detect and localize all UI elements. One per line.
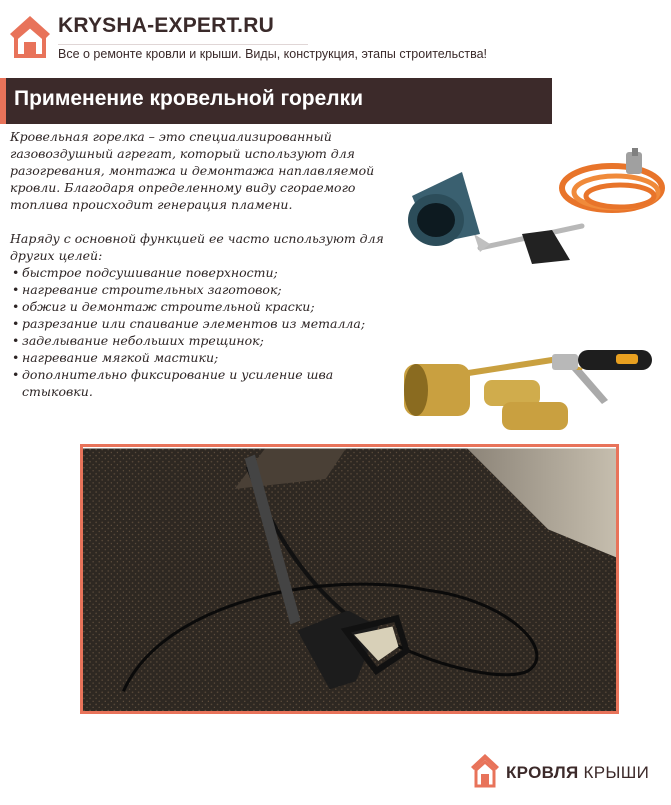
bullet-icon: • xyxy=(12,350,20,365)
photo-illustration xyxy=(83,447,619,714)
house-logo-icon[interactable] xyxy=(8,12,52,60)
title-accent xyxy=(0,78,6,124)
bullet-icon: • xyxy=(12,282,20,297)
site-header xyxy=(0,0,671,78)
list-item: • быстрое подсушивание поверхности; xyxy=(12,265,278,280)
list-item: • обжиг и демонтаж строительной краски; xyxy=(12,299,315,314)
article-body xyxy=(10,128,400,400)
header-divider xyxy=(58,44,308,45)
uses-list xyxy=(10,264,400,400)
site-tagline: Все о ремонте кровли и крыши. Виды, конструкция, этапы строительства! xyxy=(58,47,488,61)
bullet-icon: • xyxy=(12,333,20,348)
burner-with-hose-image xyxy=(402,148,670,268)
bullet-icon: • xyxy=(12,367,20,382)
footer-brand-light: КРЫШИ xyxy=(583,763,650,782)
page-title: Применение кровельной горелки xyxy=(14,87,364,110)
bullet-icon: • xyxy=(12,265,20,280)
list-item: • нагревание строительных заготовок; xyxy=(12,282,282,297)
list-item: • разрезание или спаивание элементов из металла; xyxy=(12,316,366,331)
bullet-icon: • xyxy=(12,299,20,314)
footer-brand[interactable] xyxy=(506,763,649,783)
intro-paragraph: Кровельная горелка – это специализированный газовоздушный агрегат, который используют для разогревания, монтажа и демонтажа наплавляемой кровли. Благодаря определенному виду сгораемого топлива происходит генерация пламени. xyxy=(10,129,375,212)
list-item: • дополнительно фиксирование и усиление шва стыковки. xyxy=(12,367,334,399)
burner-nozzles-image xyxy=(402,330,670,430)
bullet-icon: • xyxy=(12,316,20,331)
house-logo-icon[interactable] xyxy=(470,752,500,790)
title-bar xyxy=(0,78,552,124)
site-name[interactable]: KRYSHA-EXPERT.RU xyxy=(58,14,274,37)
list-item: • заделывание небольших трещинок; xyxy=(12,333,264,348)
list-item: • нагревание мягкой мастики; xyxy=(12,350,219,365)
list-intro: Наряду с основной функцией ее часто используют для других целей: xyxy=(10,231,384,263)
footer-brand-bold: КРОВЛЯ xyxy=(506,763,579,782)
burner-on-roof-photo xyxy=(80,444,619,714)
